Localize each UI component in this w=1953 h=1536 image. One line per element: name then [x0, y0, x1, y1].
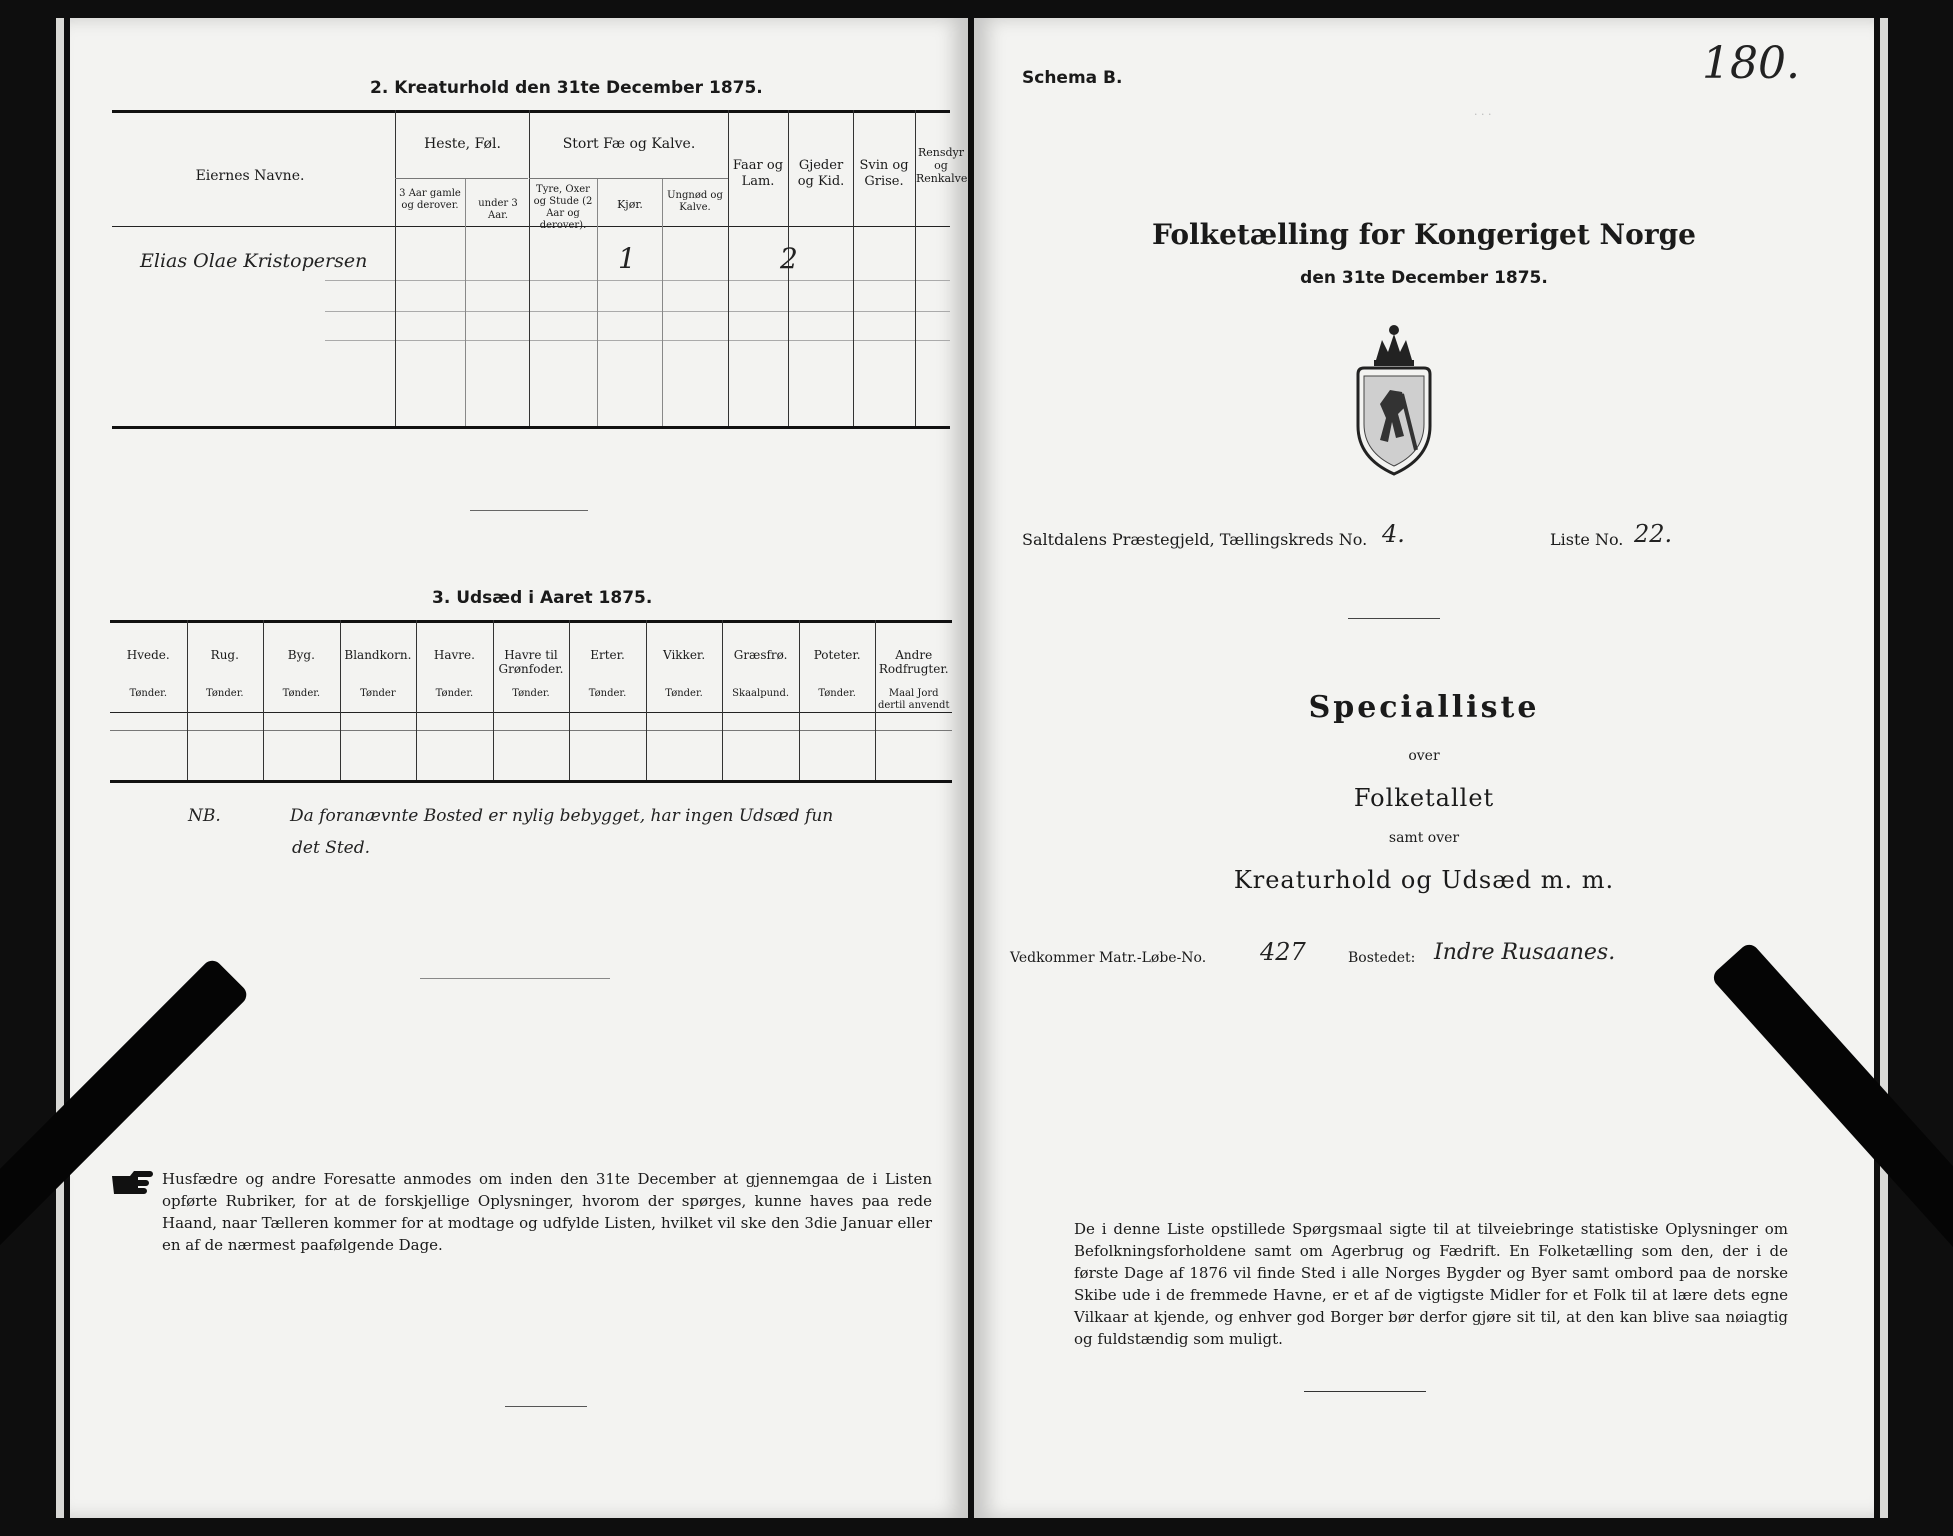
udsaed-col-rule [340, 620, 341, 780]
col-rule [728, 110, 729, 426]
instructions-text: Husfædre og andre Foresatte anmodes om inden den 31te December at gjennemgaa de i Listen opførte Rubriker, for at de forskjellige Oplysninger, hvorom der spørges, kunne haves paa rede Haand, naar Tælleren kommer for at modtage og udfylde Listen, hvilket vil ske den 3die Januar eller en af de nærmest paafølgende Dage. [162, 1170, 932, 1254]
table-row-rule [325, 311, 950, 312]
liste-label: Liste No. [1550, 530, 1624, 549]
coat-of-arms-icon [1346, 318, 1442, 478]
pointing-hand-icon [110, 1168, 154, 1196]
col-header-heste-under: under 3 Aar. [478, 198, 518, 221]
col-header-rensdyr: Rensdyr og Renkalve [916, 146, 968, 186]
col-header-tyre: Tyre, Oxer og Stude (2 Aar og derover). [533, 184, 593, 231]
udsaed-col-rule [493, 620, 494, 780]
col-header-svin: Svin og Grise. [859, 158, 909, 189]
col-header-stort-fae: Stort Fæ og Kalve. [562, 136, 696, 152]
udsaed-col-unit: Tønder. [129, 688, 168, 699]
divider [470, 510, 588, 511]
udsaed-bottom-rule [110, 780, 952, 783]
udsaed-col-header: Andre Rodfrugter. [878, 648, 949, 677]
divider [1348, 618, 1440, 619]
udsaed-col-header: Græsfrø. [733, 648, 788, 662]
col-rule [465, 178, 466, 426]
udsaed-col-unit: Maal Jord dertil anvendt [877, 688, 950, 711]
udsaed-col-rule [569, 620, 570, 780]
udsaed-col-unit: Tønder. [435, 688, 474, 699]
table-top-rule [112, 110, 950, 113]
udsaed-col-rule [875, 620, 876, 780]
udsaed-col-rule [646, 620, 647, 780]
divider [1304, 1391, 1426, 1392]
udsaed-col-unit: Tønder. [282, 688, 321, 699]
section2-title: 2. Kreaturhold den 31te December 1875. [370, 78, 763, 98]
page-number: 180. [1702, 38, 1800, 89]
udsaed-col-unit: Tønder [360, 688, 396, 699]
udsaed-col-header: Hvede. [126, 648, 170, 662]
col-header-eiernes-navne: Eiernes Navne. [195, 168, 305, 184]
udsaed-col-unit: Tønder. [588, 688, 627, 699]
faar-value: 2 [780, 242, 798, 275]
col-rule [597, 178, 598, 426]
kjor-value: 1 [618, 242, 636, 275]
col-header-gjeder: Gjeder og Kid. [797, 158, 845, 189]
udsaed-col-header: Havre. [433, 648, 475, 662]
subheader-rule [529, 178, 728, 179]
udsaed-col-header: Blandkorn. [344, 648, 412, 662]
section3-title: 3. Udsæd i Aaret 1875. [432, 588, 653, 608]
nb-line-1: Da foranævnte Bosted er nylig bebygget, har ingen Udsæd fun [290, 806, 834, 826]
divider [420, 978, 610, 979]
main-date: den 31te December 1875. [1300, 268, 1548, 288]
table-row-rule [325, 340, 950, 341]
nb-label: NB. [188, 806, 221, 826]
udsaed-col-header: Erter. [590, 648, 625, 662]
left-page [70, 18, 968, 1518]
udsaed-col-unit: Tønder. [665, 688, 703, 699]
prestegjeld-label: Saltdalens Præstegjeld, Tællingskreds No. [1022, 530, 1368, 549]
specialliste-title: Specialliste [1308, 690, 1540, 725]
udsaed-row-rule [110, 730, 952, 731]
udsaed-col-header: Havre til Grønfoder. [498, 648, 564, 677]
udsaed-col-header: Rug. [210, 648, 239, 662]
col-header-heste: Heste, Føl. [424, 136, 501, 152]
udsaed-col-unit: Tønder. [512, 688, 550, 699]
purpose-text: De i denne Liste opstillede Spørgsmaal sigte til at tilveiebringe statistiske Oplysninger om Befolkningsforholdene samt om Agerbrug og Fædrift. En Folketælling som den, der i de første Dage af 1876 vil finde Sted i alle Norges Bygder og Byer samt ombord paa de norske Skibe ude i de fremmede Havne, er et af de vigtigste Midler for et Folk til at lære dets egne Vilkaar at kjende, og enhver god Borger bør derfor gjøre sit til, at den kan blive saa nøiagtig og fuldstændig som muligt. [1074, 1220, 1788, 1348]
subheader-rule [395, 178, 528, 179]
left-page-edge [56, 18, 64, 1518]
right-page [974, 18, 1874, 1518]
udsaed-col-header: Byg. [287, 648, 315, 662]
col-header-faar: Faar og Lam. [732, 158, 784, 189]
udsaed-col-rule [416, 620, 417, 780]
kreaturhold-title: Kreaturhold og Udsæd m. m. [1233, 866, 1615, 894]
bleed-through: · · · [1474, 108, 1492, 121]
col-header-heste-3aar: 3 Aar gamle og derover. [399, 188, 461, 211]
bosted-label: Bostedet: [1348, 950, 1416, 966]
col-rule [395, 110, 396, 426]
divider [505, 1406, 587, 1407]
kreds-no: 4. [1382, 520, 1405, 548]
col-header-ungnod: Ungnød og Kalve. [667, 190, 723, 213]
main-title: Folketælling for Kongeriget Norge [1152, 218, 1696, 251]
col-header-kjor: Kjør. [617, 198, 643, 211]
udsaed-col-header: Poteter. [813, 648, 861, 662]
right-page-edge [1880, 18, 1888, 1518]
matr-no: 427 [1260, 938, 1306, 966]
udsaed-col-rule [187, 620, 188, 780]
nb-line-2: det Sted. [292, 838, 371, 858]
liste-no: 22. [1634, 520, 1673, 548]
table-bottom-rule [112, 426, 950, 429]
matr-label: Vedkommer Matr.-Løbe-No. [1010, 950, 1207, 966]
col-rule [662, 178, 663, 426]
udsaed-col-unit: Tønder. [818, 688, 856, 699]
samt-over-label: samt over [1388, 830, 1460, 846]
udsaed-header-rule [110, 712, 952, 713]
table-row-rule [325, 280, 950, 281]
udsaed-col-rule [263, 620, 264, 780]
udsaed-col-rule [722, 620, 723, 780]
udsaed-col-header: Vikker. [662, 648, 706, 662]
col-rule [529, 110, 530, 426]
owner-name: Elias Olae Kristopersen [140, 250, 368, 272]
udsaed-col-rule [799, 620, 800, 780]
bosted-value: Indre Rusaanes. [1434, 940, 1616, 965]
over-label: over [1408, 748, 1440, 764]
col-rule [853, 110, 854, 426]
udsaed-col-unit: Tønder. [206, 688, 244, 699]
udsaed-col-unit: Skaalpund. [732, 688, 790, 699]
schema-label: Schema B. [1022, 68, 1123, 88]
folketallet-title: Folketallet [1353, 784, 1495, 812]
udsaed-top-rule [110, 620, 952, 623]
